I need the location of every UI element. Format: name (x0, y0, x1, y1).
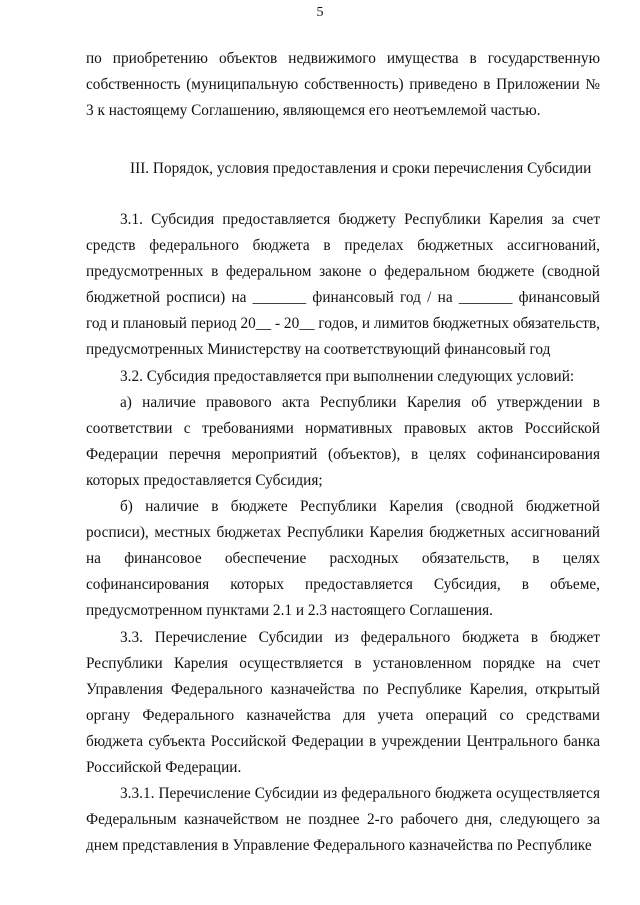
paragraph-3-2-b: б) наличие в бюджете Республики Карелия (сводной бюджетной росписи), местных бюджетах Республики Карелия бюджетных ассигнований на финансовое обеспечение расходных обязательств, в целях софинансирования которых предоставляется Субсидия, в объеме, предусмотренном пунктами 2.1 и 2.3 настоящего Соглашения. (86, 498, 600, 620)
paragraph-3-2-a: а) наличие правового акта Республики Карелия об утверждении в соответствии с требованиями нормативных правовых актов Российской Федерации перечня мероприятий (объектов), в целях софинансирования которых предоставляется Субсидия; (86, 393, 600, 489)
continuation-block (86, 46, 600, 124)
paragraph-3-1: 3.1. Субсидия предоставляется бюджету Республики Карелия за счет средств федерального бюджета в пределах бюджетных ассигнований, предусмотренных в федеральном законе о федеральном бюджете (сводной бюджетной росписи) на _______ финансовый год / на _______ финансовый год и плановый период 20__ - 20__ годов, и лимитов бюджетных обязательств, предусмотренных Министерству на соответствующий финансовый год (86, 211, 600, 359)
section-heading-block (86, 156, 600, 182)
section-body (86, 207, 600, 859)
paragraph-3-2: 3.2. Субсидия предоставляется при выполнении следующих условий: (120, 367, 575, 385)
paragraph-3-3-1: 3.3.1. Перечисление Субсидии из федерального бюджета осуществляется Федеральным казначейством не позднее 2-го рабочего дня, следующего за днем представления в Управление Федерального казначейства по Республике (86, 785, 600, 855)
page-number: 5 (316, 5, 324, 20)
continuation-paragraph: по приобретению объектов недвижимого имущества в государственную собственность (муниципальную собственность) приведено в Приложении № 3 к настоящему Соглашению, являющемся его неотъемлемой частью. (86, 50, 600, 120)
paragraph-3-3: 3.3. Перечисление Субсидии из федерального бюджета в бюджет Республики Карелия осуществляется в установленном порядке на счет Управления Федерального казначейства по Республике Карелия, открытый органу Федерального казначейства для учета операций со средствами бюджета субъекта Российской Федерации в учреждении Центрального банка Российской Федерации. (86, 628, 600, 776)
section-heading: III. Порядок, условия предоставления и сроки перечисления Субсидии (130, 160, 592, 177)
